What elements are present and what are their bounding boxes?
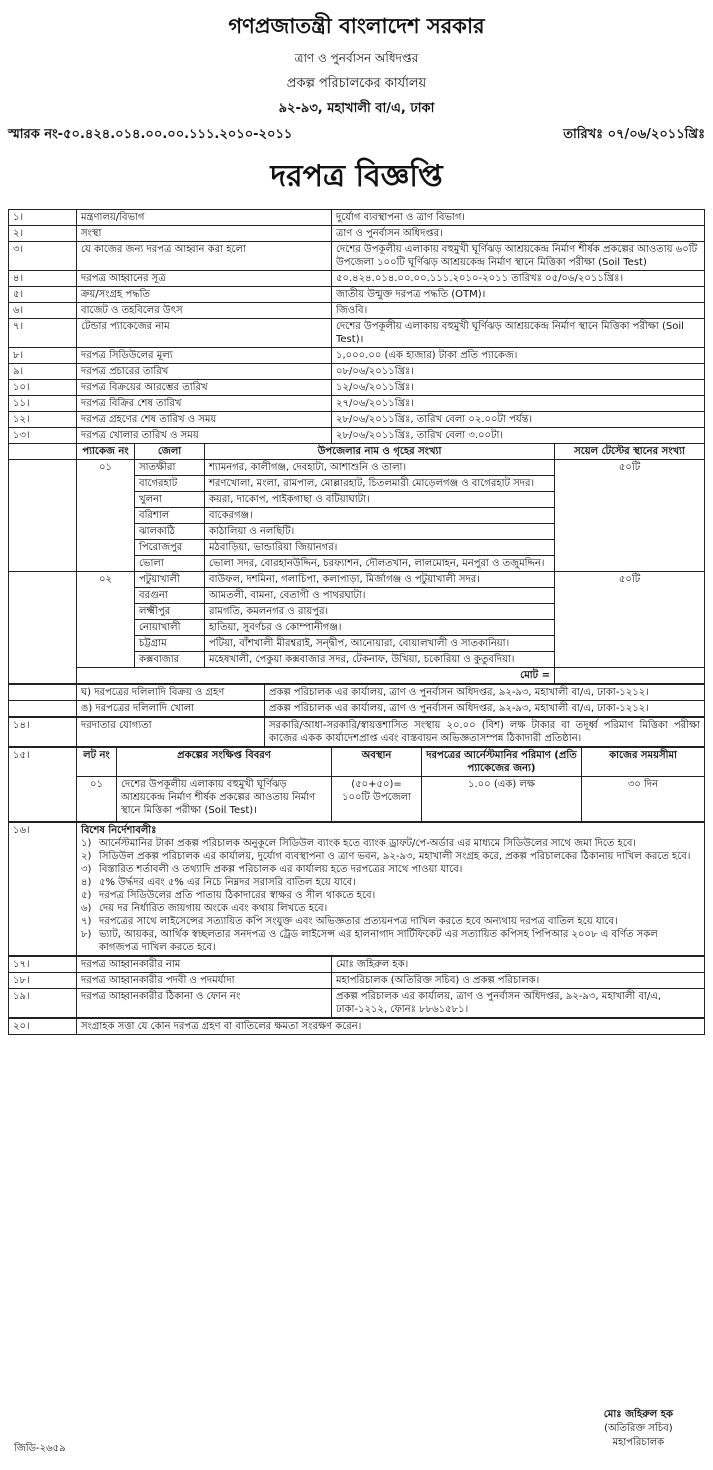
header [8,10,705,120]
instruction-item [81,928,700,954]
signatory-rank: (অতিরিক্ত সচিব) [604,1423,673,1434]
table-row [9,380,705,396]
district-name: সাতক্ষীরা [135,460,205,476]
instruction-text: দেয় দর নির্ধারিত জায়গায় অংকে এবং কথায় লিখতে হবে। [99,903,328,914]
district-name: বরগুনা [135,588,205,604]
department-name: ত্রাণ ও পুনর্বাসন অধিদপ্তর [294,51,419,65]
table-row [9,287,705,303]
lot-location: (৫০+৫০)= ১০০টি উপজেলা [332,777,422,822]
district-name: বাগেরহাট [135,476,205,492]
instruction-text: ৫% উর্দ্ধদর এবং ৫% এর নিচে নিম্নদর সরাসরি বাতিল হয়ে যাবে। [99,877,356,888]
instruction-number: ৭) [81,916,92,927]
instruction-item [81,850,700,863]
row-value: ১,০০০.০০ (এক হাজার) টাকা প্রতি প্যাকেজ। [332,348,705,364]
government-name: গণপ্রজাতন্ত্রী বাংলাদেশ সরকার [228,13,485,38]
package-number: ০১ [77,460,135,572]
row-value: ২৮/০৬/২০১১খ্রিঃ, তারিখ বেলা ০২.০০টা পর্যন্ত। [332,412,705,428]
row-label: টেন্ডার প্যাকেজের নাম [77,319,332,348]
row-value: ২৮/০৬/২০১১খ্রিঃ, তারিখ বেলা ৩.০০টা। [332,428,705,444]
upazila-list: মহেষখালী, পেকুয়া কক্সবাজার সদর, টেকনাফ, উখিয়া, চকোরিয়া ও কুতুবদিয়া। [205,652,555,668]
row-number: ১০। [9,380,77,396]
lot-header-row [9,748,705,777]
row-label: দরপত্র আহ্বানকারীর পদবী ও পদমর্যাদা [77,973,332,989]
row-label: দরপত্র আহ্বানকারীর নাম [77,957,332,973]
table-row [9,957,705,973]
row-label: দরপত্র সিডিউলের মূল্য [77,348,332,364]
instruction-text: আর্নেস্টমানির টাকা প্রকল্প পরিচালক অনুকূলে সিডিউল ব্যাংক হতে ব্যাংক ড্রাফট/পে-অর্ডার এর মাধ্যমে সিডিউলের সাথে জমা দিতে হবে। [99,838,637,849]
upazila-list: মঠবাড়িয়া, ভান্ডারিয়া জিয়ানগর। [205,540,555,556]
row-number: ৬। [9,303,77,319]
row-number: ১৫। [9,748,77,822]
notice-title: দরপত্র বিজ্ঞপ্তি [270,159,443,194]
row-value: জিওবি। [332,303,705,319]
table-row [9,718,705,747]
row-label: দরপত্র আহ্বানের সূত্র [77,271,332,287]
main-table [8,209,705,444]
row-value: ২৭/০৬/২০১১খ্রিঃ। [332,396,705,412]
row-value: ত্রাণ ও পুনর্বাসন অধিদপ্তর। [332,226,705,242]
upazila-list: ভোলা সদর, বোরহানউদ্দিন, চরফ্যাশন, দৌলতখান, লালমোহন, মনপুরা ও তজুমদ্দিন। [205,556,555,572]
row-number: ১১। [9,396,77,412]
row-value: ০৮/০৬/২০১১খ্রিঃ। [332,364,705,380]
district-row [9,460,705,476]
table-row [9,271,705,287]
row-value: মোঃ জহিরুল হক। [332,957,705,973]
upazila-list: কয়রা, দাকোপ, পাইকগাছা ও বটিয়াঘাটা। [205,492,555,508]
signatory-post: মহাপরিচালক [612,1437,665,1448]
table-row [9,1019,705,1035]
row-label: দরপত্র গ্রহণের শেষ তারিখ ও সময় [77,412,332,428]
table-row [9,823,705,956]
row-number: ৮। [9,348,77,364]
instruction-text: ভ্যাট, আয়কর, আর্থিক স্বচ্ছলতার সনদপত্র ও ট্রেড লাইসেন্স এর হালনাগাদ সার্টিফিকেট এর সত্যায়িত কপিসহ পিপিআর ২০০৮ এ বর্ণিত সকল কাগজপত্র দাখিল করতে হবে। [99,929,658,953]
lot-number: ০১ [77,777,117,822]
upazila-list: শ্যামনগর, কালীগঞ্জ, দেবহাটা, আশাশুনি ও তালা। [205,460,555,476]
district-header: জেলা [135,444,205,460]
row-number: ২০। [9,1019,77,1035]
district-name: পিরোজপুর [135,540,205,556]
reserve-table [8,1018,705,1035]
instruction-item [81,837,700,850]
upazila-list: শরণখোলা, মংলা, রামপাল, মোল্লারহাট, চিতলমারী মোড়েলগঞ্জ ও বাগেরহাট সদর। [205,476,555,492]
row-number: ১৭। [9,957,77,973]
table-row [9,303,705,319]
qualification-table [8,717,705,747]
upazila-list: পটিয়া, বাঁশখালী মীরশ্বরাই, সন্দ্বীপ, আনোয়ারা, বোয়ালখালী ও সাতকানিয়া। [205,636,555,652]
row-value: প্রকল্প পরিচালক এর কার্যালয়, ত্রাণ ও পুনর্বাসন অধিদপ্তর, ৯২-৯৩, মহাখালী বা/এ, ঢাকা-১২১২, ফোনঃ ৮৮৬১৫৮১। [332,989,705,1018]
upazila-list: কাঠালিয়া ও নলছিটি। [205,524,555,540]
desc-header: প্রকল্পের সংক্ষিপ্ত বিবরণ [117,748,332,777]
row-value: দেশের উপকূলীয় এলাকায় বহুমুখী ঘূর্ণিঝড় আশ্রয়কেন্দ্র নির্মাণ শীর্ষক প্রকল্পের আওতায় ৬০টি উপজেলা ১০০টি ঘূর্ণিঝড় আশ্রয়কেন্দ্র নির্মাণ স্থানে মিত্তিকা পরীক্ষা (Soil Test) [332,242,705,271]
row-label: দরপত্র বিক্রির শেষ তারিখ [77,396,332,412]
memo-number: স্মারক নং-৫০.৪২৪.০১৪.০০.০০.১১১.২০১০-২০১১ [8,127,293,142]
duration-header: কাজের সময়সীমা [582,748,705,777]
row-value: প্রকল্প পরিচালক এর কার্যালয়, ত্রাণ ও পুনর্বাসন অধিদপ্তর, ৯২-৯৩, মহাখালী বা/এ, ঢাকা-১২১২। [265,701,705,717]
lot-row [9,777,705,822]
instruction-text: সিডিউল প্রকল্প পরিচালক এর কার্যালয়, দুর্যোগ ব্যবস্থাপনা ও ত্রাণ ভবন, ৯২-৯৩, মহাখালী সংগ্রহ করে, প্রকল্প পরিচালকের ঠিকানায় দাখিল করতে হবে। [99,851,691,862]
total-row [9,668,705,684]
instruction-item [81,902,700,915]
row-value: সরকারি/আধা-সরকারি/স্বায়ত্তশাসিত সংস্থায় ২০.০০ (বিশ) লক্ষ টাকার বা তদূর্ধ্ব পরিমাণ মিত্তিকা পরীক্ষা কাজের একক কার্যাদেশপ্রাপ্ত এবং বাস্তবায়ন অভিজ্ঞতাসম্পন্ন ঠিকাদারী প্রতিষ্ঠান। [265,718,705,747]
package-table [8,444,705,684]
table-row [9,348,705,364]
row-label: বাজেট ও তহবিলের উৎস [77,303,332,319]
row-number: ১৯। [9,989,77,1018]
row-label: ঙ) দরপত্রের দলিলাদি খোলা [77,701,265,717]
instruction-item [81,915,700,928]
row-value: দেশের উপকূলীয় এলাকায় বহুমুখী ঘূর্ণিঝড় আশ্রয়কেন্দ্র নির্মাণ স্থানে মিত্তিকা পরীক্ষা (Soil Test)। [332,319,705,348]
table-row [9,701,705,717]
row-number: ৭। [9,319,77,348]
blank-cell [9,572,77,668]
memo-date: তারিখঃ ০৭/০৬/২০১১খ্রিঃ [563,127,705,142]
row-number: ১৮। [9,973,77,989]
row-label: মন্ত্রণালয়/বিভাগ [77,210,332,226]
district-row [9,572,705,588]
signature-block [604,1408,673,1450]
row-label: দরপত্র বিক্রয়ের আরম্ভের তারিখ [77,380,332,396]
table-row [9,210,705,226]
instruction-text: দরপত্রের সাথে লাইসেন্সের সত্যায়িত কপি সংযুক্ত এবং অভিজ্ঞতার প্রত্যয়নপত্র দাখিল করতে হবে অন্যথায় দরপত্র বাতিল হয়ে যাবে। [99,916,618,927]
table-row [9,989,705,1018]
lot-earnest: ১.০০ (এক) লক্ষ [422,777,582,822]
upazila-list: বাকেরগঞ্জ। [205,508,555,524]
instructions-cell [77,823,705,956]
table-row [9,364,705,380]
count-header: সয়েল টেস্টের স্থানের সংখ্যা [555,444,705,460]
upazila-header: উপজেলার নাম ও গৃহের সংখ্যা [205,444,555,460]
instruction-number: ৫) [81,890,92,901]
instruction-text: বিস্তারিত শর্তাবলী ও তথ্যাদি প্রকল্প পরিচালক এর কার্যালয় হতে দরপত্রের সাথে পাওয়া যাবে। [99,864,463,875]
pkg-header: প্যাকেজ নং [77,444,135,460]
contact-table [8,956,705,1018]
instruction-number: ৩) [81,864,92,875]
row-number: ১৪। [9,718,77,747]
table-row [9,242,705,271]
table-row [9,685,705,701]
row-label: সংস্থা [77,226,332,242]
row-value: দুর্যোগ ব্যবস্থাপনা ও ত্রাণ বিভাগ। [332,210,705,226]
instructions-list [81,837,700,954]
row-label: যে কাজের জন্য দরপত্র আহ্বান করা হলো [77,242,332,271]
row-value: ৫০.৪২৪.০১৪.০০.০০.১১১.২০১০-২০১১ তারিখঃ ০৫/০৬/২০১১খ্রিঃ। [332,271,705,287]
row-number: ১৩। [9,428,77,444]
instructions-title: বিশেষ নির্দেশাবলীঃ [81,825,157,836]
district-name: কক্সবাজার [135,652,205,668]
row-number: ১। [9,210,77,226]
blank-cell [9,701,77,717]
lot-duration: ৩০ দিন [582,777,705,822]
row-number: ২। [9,226,77,242]
district-name: চট্টগ্রাম [135,636,205,652]
table-row [9,412,705,428]
instruction-item [81,876,700,889]
table-row [9,428,705,444]
row-number: ৩। [9,242,77,271]
row-number: ১৬। [9,823,77,956]
upazila-list: বাউফল, দশমিনা, গলাচিপা, কলাপাড়া, মির্জাগঞ্জ ও পটুয়াখালী সদর। [205,572,555,588]
row-label: দরদাতার যোগ্যতা [77,718,265,747]
upazila-list: হাতিয়া, সুবর্ণচর ও কোম্পানীগঞ্জ। [205,620,555,636]
instruction-item [81,863,700,876]
gd-number: জিডি-২৬৫৯ [14,1443,66,1454]
district-name: বরিশাল [135,508,205,524]
district-name: খুলনা [135,492,205,508]
earnest-header: দরপত্রের আর্নেস্টমানির পরিমাণ (প্রতি প্যাকেজের জন্য) [422,748,582,777]
row-label: ক্রয়/সংগ্রহ পদ্ধতি [77,287,332,303]
row-value: সংগ্রাহক সত্তা যে কোন দরপত্র গ্রহণ বা বাতিলের ক্ষমতা সংরক্ষণ করেন। [77,1019,705,1035]
district-name: নোয়াখালী [135,620,205,636]
package-number: ০২ [77,572,135,668]
blank-cell [9,668,77,684]
row-label: দরপত্র প্রচারের তারিখ [77,364,332,380]
instruction-number: ২) [81,851,92,862]
row-value: মহাপরিচালক (অতিরিক্ত সচিব) ও প্রকল্প পরিচালক। [332,973,705,989]
row-label: দরপত্র আহ্বানকারীর ঠিকানা ও ফোন নং [77,989,332,1018]
instruction-item [81,889,700,902]
instruction-number: ৮) [81,929,92,940]
table-row [9,226,705,242]
upazila-list: আমতলী, বামনা, বেতাগী ও পাথরঘাটা। [205,588,555,604]
district-name: লক্ষ্মীপুর [135,604,205,620]
lot-table [8,747,705,822]
row-value: জাতীয় উন্মুক্ত দরপত্র পদ্ধতি (OTM)। [332,287,705,303]
instruction-number: ১) [81,838,92,849]
location-header: অবস্থান [332,748,422,777]
total-value [555,668,705,684]
blank-col [9,444,77,460]
table-row [9,396,705,412]
table-row [9,973,705,989]
district-name: ভোলা [135,556,205,572]
blank-cell [9,460,77,572]
instruction-text: দরপত্র সিডিউলের প্রতি পাতায় ঠিকাদারের স্বাক্ষর ও সীল থাকতে হবে। [99,890,376,901]
table-row [9,319,705,348]
office-name: প্রকল্প পরিচালকের কার্যালয় [286,76,427,91]
signatory-name: মোঃ জহিরুল হক [603,1409,673,1420]
row-label: ঘ) দরপত্রের দলিলাদি বিক্রয় ও গ্রহণ [77,685,265,701]
row-number: ১২। [9,412,77,428]
row-value: ১২/০৬/২০১১খ্রিঃ। [332,380,705,396]
row-number: ৯। [9,364,77,380]
row-number: ৫। [9,287,77,303]
instructions-table [8,822,705,956]
row-value: প্রকল্প পরিচালক এর কার্যালয়, ত্রাণ ও পুনর্বাসন অধিদপ্তর, ৯২-৯৩, মহাখালী বা/এ, ঢাকা-১২১২। [265,685,705,701]
district-name: পটুয়াখালী [135,572,205,588]
office-address: ৯২-৯৩, মহাখালী বা/এ, ঢাকা [278,101,435,116]
lot-header: লট নং [77,748,117,777]
row-label: দরপত্র খোলার তারিখ ও সময় [77,428,332,444]
instruction-number: ৪) [81,877,92,888]
blank-cell [9,685,77,701]
upazila-list: রামগতি, কমলনগর ও রায়পুর। [205,604,555,620]
lot-description: দেশের উপকূলীয় এলাকায় বহুমুখী ঘূর্ণিঝড় আশ্রয়কেন্দ্র নির্মাণ শীর্ষক প্রকল্পের আওতায় নির্মাণ স্থানে মিত্তিকা পরীক্ষা (Soil Test)। [117,777,332,822]
district-name: ঝালকাঠি [135,524,205,540]
memo-line [8,125,705,146]
instruction-number: ৬) [81,903,92,914]
site-count: ৫০টি [555,572,705,668]
row-number: ৪। [9,271,77,287]
site-count: ৫০টি [555,460,705,572]
doc-table [8,684,705,717]
total-label: মোট = [77,668,555,684]
